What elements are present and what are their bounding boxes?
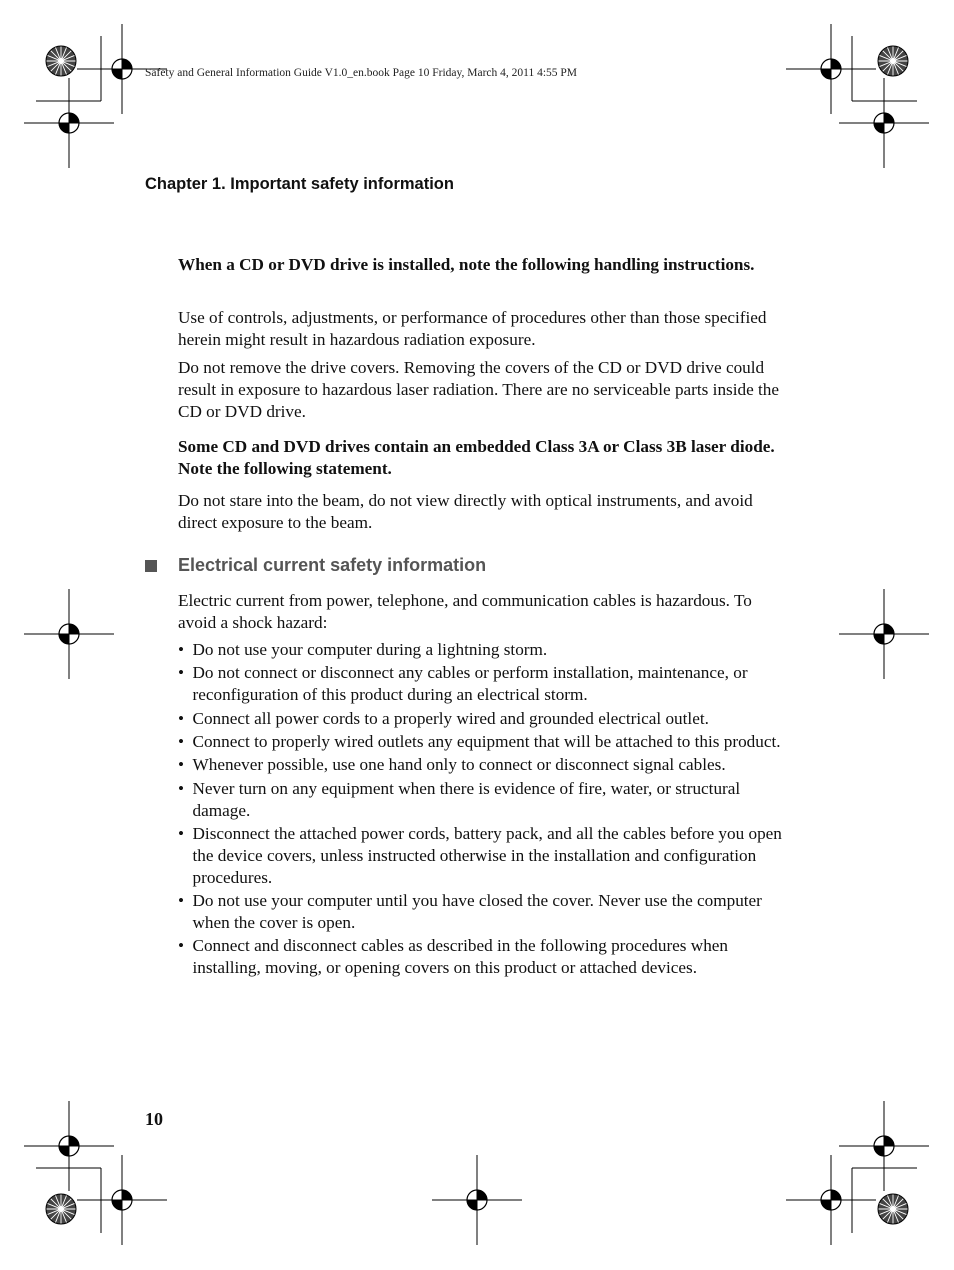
laser-diode-heading: Some CD and DVD drives contain an embedded Class 3A or Class 3B laser diode. Note the following statement. — [178, 437, 775, 478]
cd-para-2-block — [178, 357, 790, 422]
bullet-icon: • — [178, 890, 185, 910]
star-target-icon — [46, 1194, 76, 1224]
list-item: • Never turn on any equipment when there is evidence of fire, water, or structural damage. — [178, 778, 741, 820]
shock-hazard-list — [178, 639, 790, 980]
square-bullet-icon — [145, 560, 157, 572]
list-item: • Do not use your computer during a lightning storm. — [178, 640, 548, 659]
star-target-icon — [878, 1194, 908, 1224]
star-target-icon — [46, 46, 76, 76]
cd-heading-2-block — [178, 436, 790, 480]
list-item: • Connect to properly wired outlets any equipment that will be attached to this product. — [178, 731, 781, 751]
list-item: • Connect and disconnect cables as described in the following procedures when installing, moving, or opening covers on this product or attached devices. — [178, 936, 729, 977]
bullet-icon: • — [178, 708, 185, 728]
list-item: • Whenever possible, use one hand only to connect or disconnect signal cables. — [178, 755, 726, 775]
registration-mark-icon — [432, 1155, 522, 1245]
list-item: • Do not use your computer until you have closed the cover. Never use the computer when the cover is open. — [178, 890, 762, 932]
beam-warning-paragraph: Do not stare into the beam, do not view directly with optical instruments, and avoid direct exposure to the beam. — [178, 491, 753, 532]
cd-para-1-block — [178, 307, 790, 351]
chapter-title: Chapter 1. Important safety information — [145, 175, 454, 193]
bullet-icon: • — [178, 731, 185, 751]
electrical-section-title: Electrical current safety information — [178, 555, 487, 575]
cd-heading-1 — [178, 254, 790, 276]
electrical-intro-paragraph: Electric current from power, telephone, and communication cables is hazardous. To avoid a shock hazard: — [178, 591, 752, 632]
star-target-icon — [878, 46, 908, 76]
bullet-icon: • — [178, 936, 185, 956]
cd-covers-paragraph: Do not remove the drive covers. Removing the covers of the CD or DVD drive could result in exposure to hazardous laser radiation. There are no serviceable parts inside the CD or DVD drive. — [178, 358, 780, 421]
cd-handling-heading: When a CD or DVD drive is installed, note the following handling instructions. — [178, 255, 755, 274]
list-item: • Connect all power cords to a properly wired and grounded electrical outlet. — [178, 708, 709, 728]
list-item: • Disconnect the attached power cords, battery pack, and all the cables before you open the device covers, unless instructed otherwise in the installation and configuration procedures. — [178, 823, 782, 887]
cd-para-3-block — [178, 490, 790, 534]
bullet-icon: • — [178, 640, 185, 659]
page-number: 10 — [145, 1109, 163, 1129]
bullet-icon: • — [178, 663, 185, 683]
bullet-icon: • — [178, 755, 185, 775]
cd-controls-paragraph: Use of controls, adjustments, or performance of procedures other than those specified herein might result in hazardous radiation exposure. — [178, 308, 767, 349]
print-header: Safety and General Information Guide V1.0_en.book Page 10 Friday, March 4, 2011 4:55 PM — [145, 67, 578, 79]
electrical-section-heading — [145, 555, 486, 576]
bullet-icon: • — [178, 823, 185, 843]
registration-mark-icon — [24, 589, 114, 679]
bullet-icon: • — [178, 778, 185, 798]
list-item: • Do not connect or disconnect any cables or perform installation, maintenance, or reconfiguration of this product during an electrical storm. — [178, 663, 748, 705]
electrical-intro-block — [178, 590, 790, 634]
registration-mark-icon — [839, 589, 929, 679]
